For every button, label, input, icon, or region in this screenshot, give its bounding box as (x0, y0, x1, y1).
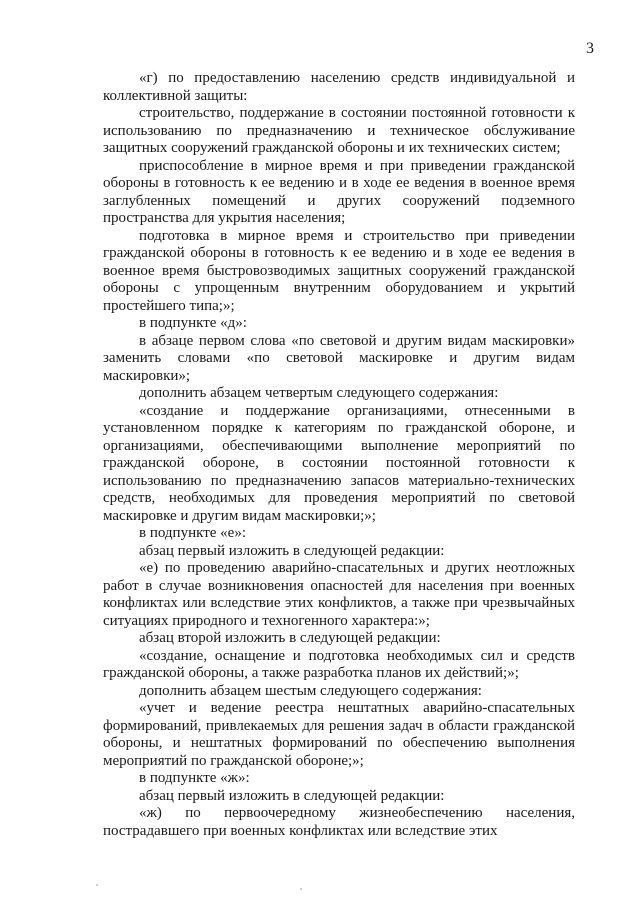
paragraph: в подпункте «д»: (139, 315, 247, 331)
paragraph: строительство, поддержание в состоянии постоянной готовности к использованию по предназначению и техническое обслуживание защитных сооружений гражданской обороны и их технических систем; (103, 105, 575, 156)
paragraph: в подпункте «е»: (139, 525, 246, 541)
paragraph: «создание и поддержание организациями, отнесенными в установленном порядке к категориям по гражданской обороне, и организациями, обеспечивающими выполнение мероприятий по гражданской обороне, в состоянии постоянной готовности к использованию по предназначению запасов материально-технических средств, необходимых для проведения мероприятий по световой маскировке и другим видам маскировки;»; (103, 402, 575, 524)
paragraph: абзац второй изложить в следующей редакции: (139, 630, 441, 646)
paragraph: приспособление в мирное время и при приведении гражданской обороны в готовность к ее ведению и в ходе ее ведения в военное время заглубленных помещений и других сооружений подземного пространства для укрытия населения; (103, 157, 575, 226)
paragraph: дополнить абзацем шестым следующего содержания: (139, 682, 482, 699)
paragraph: «е) по проведению аварийно-спасательных и других неотложных работ в случае возникновения опасностей для населения при военных конфликтах или вследствие этих конфликтов, а также при чрезвычайных ситуациях природного и техногенного характера:»; (103, 560, 575, 629)
paragraph: «создание, оснащение и подготовка необходимых сил и средств гражданской обороны, а также разработка планов их действий;»; (103, 647, 575, 681)
paragraph: «ж) по первоочередному жизнеобеспечению населения, пострадавшего при военных конфликтах или вследствие этих (103, 805, 575, 839)
paragraph: абзац первый изложить в следующей редакции: (139, 542, 445, 559)
scan-speck (96, 884, 98, 886)
paragraph: «г) по предоставлению населению средств индивидуальной и коллективной защиты: (103, 70, 575, 104)
paragraph: «учет и ведение реестра нештатных аварийно-спасательных формирований, привлекаемых для решения задач в области гражданской обороны, и нештатных формирований по обеспечению выполнения мероприятий по гражданской обороне;»; (103, 700, 575, 769)
page-number: 3 (586, 40, 594, 57)
paragraph: абзац первый изложить в следующей редакции: (139, 787, 445, 804)
paragraph: в абзаце первом слова «по световой и другим видам маскировки» заменить словами «по световой маскировке и другим видам маскировки»; (103, 332, 575, 384)
paragraph: подготовка в мирное время и строительство при приведении гражданской обороны в готовность к ее ведению и в ходе ее ведения в военное время быстровозводимых защитных сооружений гражданской обороны с упрощенным внутренним оборудованием и укрытий простейшего типа;»; (103, 227, 575, 314)
scan-speck (300, 888, 302, 890)
document-body (103, 70, 575, 840)
paragraph: в подпункте «ж»: (139, 770, 250, 786)
paragraph: дополнить абзацем четвертым следующего содержания: (139, 385, 499, 401)
